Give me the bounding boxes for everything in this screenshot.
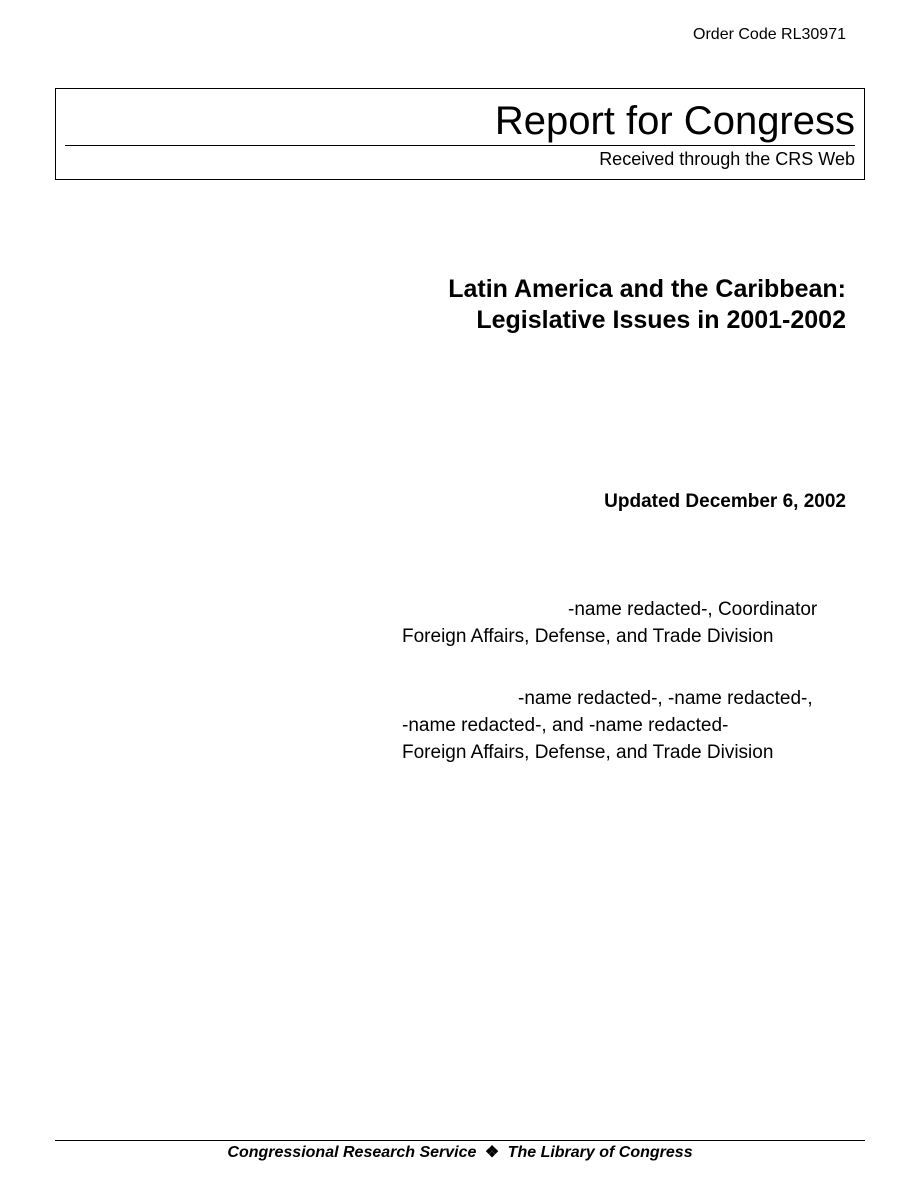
coordinator-block — [402, 596, 817, 650]
document-title-line-2: Legislative Issues in 2001-2002 — [476, 306, 846, 334]
coordinator-name: -name redacted-, Coordinator — [568, 599, 818, 620]
report-title: Report for Congress — [494, 99, 855, 143]
header-divider — [65, 145, 855, 146]
document-title — [448, 274, 846, 336]
coordinator-division: Foreign Affairs, Defense, and Trade Division — [402, 626, 774, 647]
document-title-line-1: Latin America and the Caribbean: — [448, 275, 846, 303]
report-header-box — [55, 88, 865, 180]
contributors-division: Foreign Affairs, Defense, and Trade Division — [402, 742, 774, 763]
updated-date: Updated December 6, 2002 — [604, 491, 846, 512]
contributors-names-line-2: -name redacted-, and -name redacted- — [402, 715, 729, 736]
footer-organization: Congressional Research Service — [227, 1144, 477, 1161]
contributors-names-line-1: -name redacted-, -name redacted-, — [518, 688, 813, 709]
footer-library: The Library of Congress — [507, 1144, 693, 1161]
footer-divider — [55, 1140, 865, 1141]
report-subtitle: Received through the CRS Web — [599, 149, 855, 169]
order-code: Order Code RL30971 — [693, 26, 846, 43]
footer — [55, 1143, 865, 1163]
diamond-separator-icon: ❖ — [484, 1144, 500, 1161]
contributors-block — [402, 685, 813, 766]
